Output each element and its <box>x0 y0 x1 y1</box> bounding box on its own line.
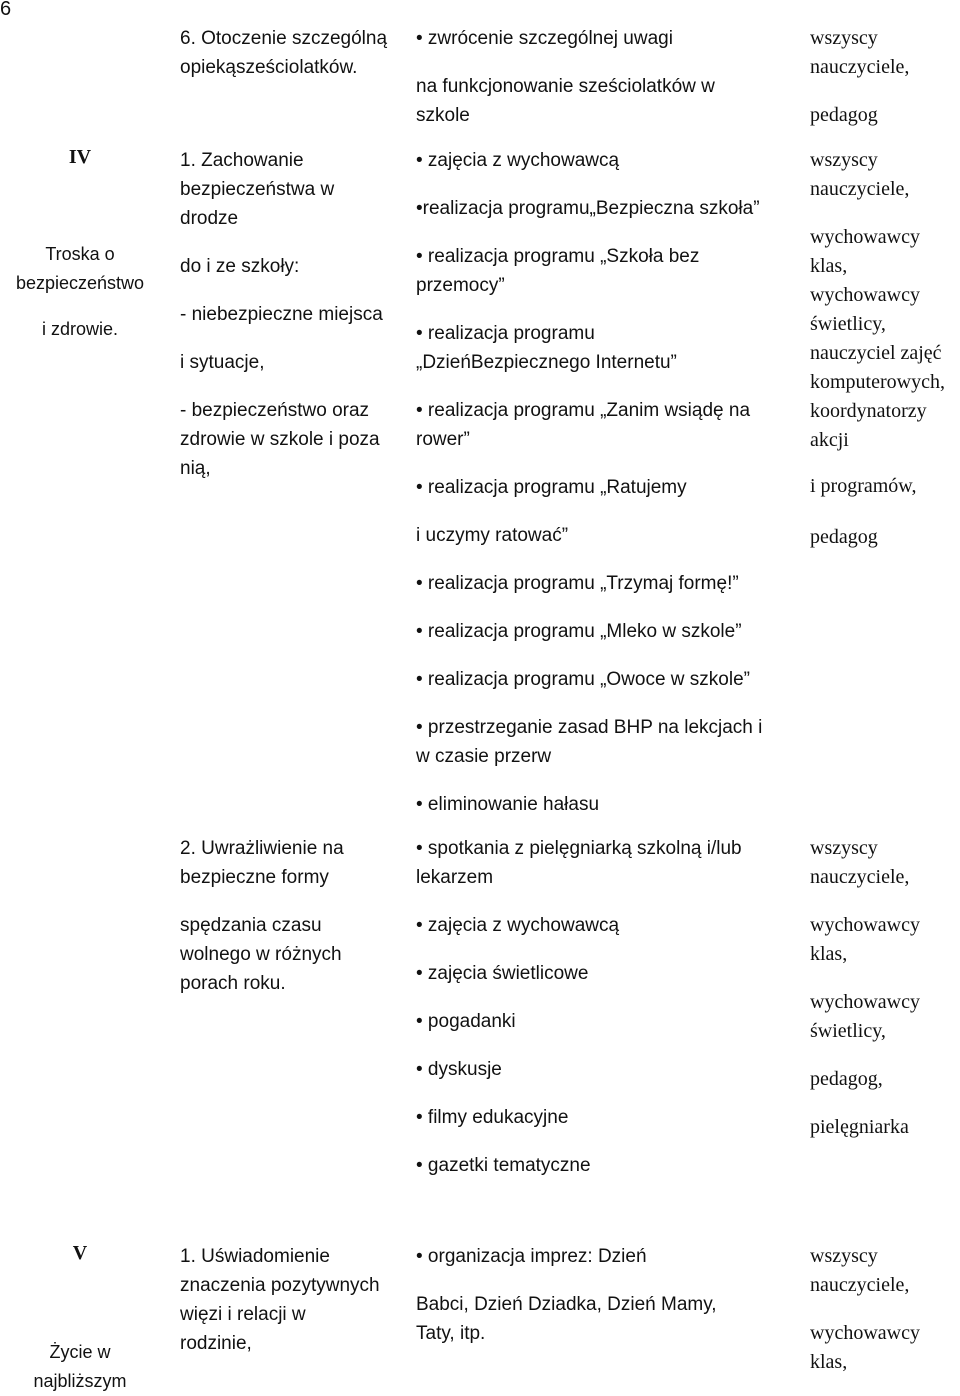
responsible-line: akcji <box>810 429 849 451</box>
page-number: 6 <box>0 0 12 20</box>
activity-line: • organizacja imprez: Dzień <box>416 1246 647 1267</box>
section-number: V <box>72 1242 88 1264</box>
goal-line: zdrowie w szkole i poza <box>180 429 380 450</box>
goal-line: 1. Uświadomienie <box>180 1246 330 1267</box>
section-title <box>0 240 160 344</box>
activity-line: •realizacja programu„Bezpieczna szkoła” <box>416 198 760 219</box>
activity-line: „DzieńBezpiecznego Internetu” <box>416 352 677 373</box>
responsible-line: wychowawcy <box>810 914 920 936</box>
activity-line: • pogadanki <box>416 1011 516 1032</box>
goal-line: znaczenia pozytywnych <box>180 1275 380 1296</box>
goal-line: nią, <box>180 458 211 479</box>
responsible-line: wszyscy <box>810 1245 878 1267</box>
activity-line: Taty, itp. <box>416 1323 486 1344</box>
responsible-line: wychowawcy <box>810 284 920 306</box>
section-title-line: i zdrowie. <box>41 319 119 339</box>
activity-line: Babci, Dzień Dziadka, Dzień Mamy, <box>416 1294 717 1315</box>
goal-line: więzi i relacji w <box>180 1304 306 1325</box>
goal-V-1 <box>180 1242 400 1358</box>
responsible-line: i programów, <box>810 475 917 497</box>
section-title <box>0 1338 160 1396</box>
activity-line: • realizacja programu „Mleko w szkole” <box>416 621 742 642</box>
responsible-line: pedagog <box>810 526 878 548</box>
goal-line: 1. Zachowanie <box>180 150 304 171</box>
goal-1 <box>180 146 400 483</box>
section-title-line: Troska o <box>45 244 115 264</box>
goal-prev <box>180 24 400 82</box>
activity-line: • dyskusje <box>416 1059 502 1080</box>
responsible-line: nauczyciel zajęć <box>810 342 942 364</box>
activity-line: • gazetki tematyczne <box>416 1155 591 1176</box>
activity-line: • realizacja programu „Szkoła bez <box>416 246 700 267</box>
responsible-line: pedagog, <box>810 1068 883 1090</box>
activity-line: lekarzem <box>416 867 494 888</box>
activities-V-1 <box>416 1242 806 1348</box>
goal-line: bezpieczne formy <box>180 867 329 888</box>
goal-line: - niebezpieczne miejsca <box>180 304 383 325</box>
activity-line: • spotkania z pielęgniarką szkolną i/lub <box>416 838 742 859</box>
activity-line: • realizacja programu <box>416 323 595 344</box>
activity-line: szkole <box>416 105 470 126</box>
goal-line: do i ze szkoły: <box>180 256 300 277</box>
section-number: IV <box>68 146 92 168</box>
goal-prev-line: 6. Otoczenie szczególną <box>180 28 388 49</box>
activity-line: • realizacja programu „Ratujemy <box>416 477 687 498</box>
responsible-line: wychowawcy <box>810 1322 920 1344</box>
responsible-line: wychowawcy <box>810 991 920 1013</box>
responsible-line: świetlicy, <box>810 313 886 335</box>
responsible-line: wychowawcy <box>810 226 920 248</box>
goal-line: i sytuacje, <box>180 352 265 373</box>
responsible-line: klas, <box>810 255 848 277</box>
activity-line: • zwrócenie szczególnej uwagi <box>416 28 673 49</box>
activities-2 <box>416 834 806 1180</box>
responsible-line: klas, <box>810 1351 848 1373</box>
activity-line: • zajęcia świetlicowe <box>416 963 589 984</box>
responsible-prev <box>810 24 960 130</box>
activity-line: • przestrzeganie zasad BHP na lekcjach i <box>416 717 763 738</box>
responsible-line: wszyscy <box>810 837 878 859</box>
responsible-line: wszyscy <box>810 149 878 171</box>
goal-line: drodze <box>180 208 239 229</box>
activities-prev <box>416 24 796 130</box>
activity-line: na funkcjonowanie sześciolatków w <box>416 76 715 97</box>
responsible-line: komputerowych, <box>810 371 945 393</box>
responsible-line: nauczyciele, <box>810 866 910 888</box>
responsible-line: pielęgniarka <box>810 1116 909 1138</box>
goal-line: porach roku. <box>180 973 286 994</box>
responsible-line: klas, <box>810 943 848 965</box>
activity-line: w czasie przerw <box>416 746 552 767</box>
goal-2 <box>180 834 400 998</box>
responsible-1 <box>810 146 960 552</box>
goal-line: rodzinie, <box>180 1333 252 1354</box>
section-title-line: najbliższym <box>33 1371 127 1391</box>
goal-line: 2. Uwrażliwienie na <box>180 838 344 859</box>
responsible-line: świetlicy, <box>810 1020 886 1042</box>
activity-line: • realizacja programu „Zanim wsiądę na <box>416 400 751 421</box>
responsible-line: nauczyciele, <box>810 178 910 200</box>
responsible-line: koordynatorzy <box>810 400 927 422</box>
activity-line: • realizacja programu „Owoce w szkole” <box>416 669 750 690</box>
responsible-line: nauczyciele, <box>810 56 910 78</box>
activity-line: rower” <box>416 429 470 450</box>
goal-line: - bezpieczeństwo oraz <box>180 400 370 421</box>
activity-line: • zajęcia z wychowawcą <box>416 150 620 171</box>
section-title-line: Życie w <box>49 1342 111 1362</box>
goal-prev-line: opiekąsześciolatków. <box>180 57 358 78</box>
responsible-line: wszyscy <box>810 27 878 49</box>
activity-line: • realizacja programu „Trzymaj formę!” <box>416 573 739 594</box>
goal-line: bezpieczeństwa w <box>180 179 335 200</box>
activity-line: • filmy edukacyjne <box>416 1107 569 1128</box>
activity-line: i uczymy ratować” <box>416 525 569 546</box>
responsible-line: nauczyciele, <box>810 1274 910 1296</box>
activity-line: • zajęcia z wychowawcą <box>416 915 620 936</box>
responsible-line: pedagog <box>810 104 878 126</box>
activities-1 <box>416 146 806 819</box>
goal-line: wolnego w różnych <box>180 944 342 965</box>
responsible-2 <box>810 834 960 1142</box>
responsible-V-1 <box>810 1242 960 1377</box>
section-title-line: bezpieczeństwo <box>15 273 145 293</box>
goal-line: spędzania czasu <box>180 915 322 936</box>
activity-line: • eliminowanie hałasu <box>416 794 600 815</box>
activity-line: przemocy” <box>416 275 505 296</box>
